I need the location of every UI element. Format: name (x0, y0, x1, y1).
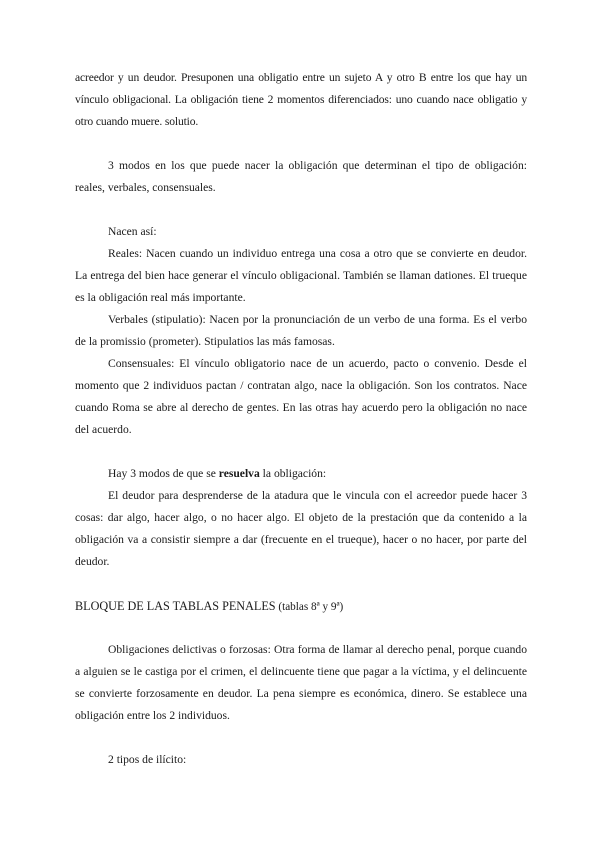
bold-term-resuelva: resuelva (218, 467, 260, 480)
section-heading (75, 595, 527, 618)
paragraph-modos-resolver (75, 463, 527, 485)
text-segment: la obligación: (259, 467, 327, 480)
paragraph-deudor: El deudor para desprenderse de la atadura que le vincula con el acreedor puede hacer 3 cosas: dar algo, hacer algo, o no hacer algo. El objeto de la prestación que da contenido a la obligación va a consistir siempre a dar (frecuente en el trueque), hacer o no hacer, por parte del deudor. (75, 489, 527, 568)
paragraph-obligaciones-delictivas: Obligaciones delictivas o forzosas: Otra forma de llamar al derecho penal, porque cuando a alguien se le castiga por el crimen, el delincuente tiene que pagar a la víctima, y el delincuente se convierte forzosamente en deudor. La pena siempre es económica, dinero. Se establece una obligación entre los 2 individuos. (75, 643, 527, 722)
paragraph-verbales: Verbales (stipulatio): Nacen por la pronunciación de un verbo de una forma. Es el verbo de la promissio (prometer). Stipulatios las más famosas. (75, 313, 527, 348)
paragraph-tipos-ilicito: 2 tipos de ilícito: (108, 753, 187, 766)
paragraph-obligatio-intro: acreedor y un deudor. Presuponen una obligatio entre un sujeto A y otro B entre los que hay un vínculo obligacional. La obligación tiene 2 momentos diferenciados: uno cuando nace obligatio y otro cuando muere. solutio. (75, 71, 527, 128)
paragraph-consensuales: Consensuales: El vínculo obligatorio nace de un acuerdo, pacto o convenio. Desde el momento que 2 individuos pactan / contratan algo, nace la obligación. Son los contratos. Nace cuando Roma se abre al derecho de gentes. En las otras hay acuerdo pero la obligación no nace del acuerdo. (75, 357, 527, 436)
paragraph-reales: Reales: Nacen cuando un individuo entrega una cosa a otro que se convierte en deudor. La entrega del bien hace generar el vínculo obligacional. También se llaman dationes. El trueque es la obligación real más importante. (75, 247, 527, 304)
text-segment: Hay 3 modos de que se (108, 467, 219, 480)
paragraph-modos-nacer: 3 modos en los que puede nacer la obligación que determinan el tipo de obligación: reales, verbales, consensuales. (75, 159, 527, 194)
section-heading-title: BLOQUE DE LAS TABLAS PENALES (75, 599, 276, 613)
paragraph-nacen-asi: Nacen así: (108, 225, 157, 238)
section-heading-subtitle: (tablas 8ª y 9ª) (275, 601, 344, 613)
